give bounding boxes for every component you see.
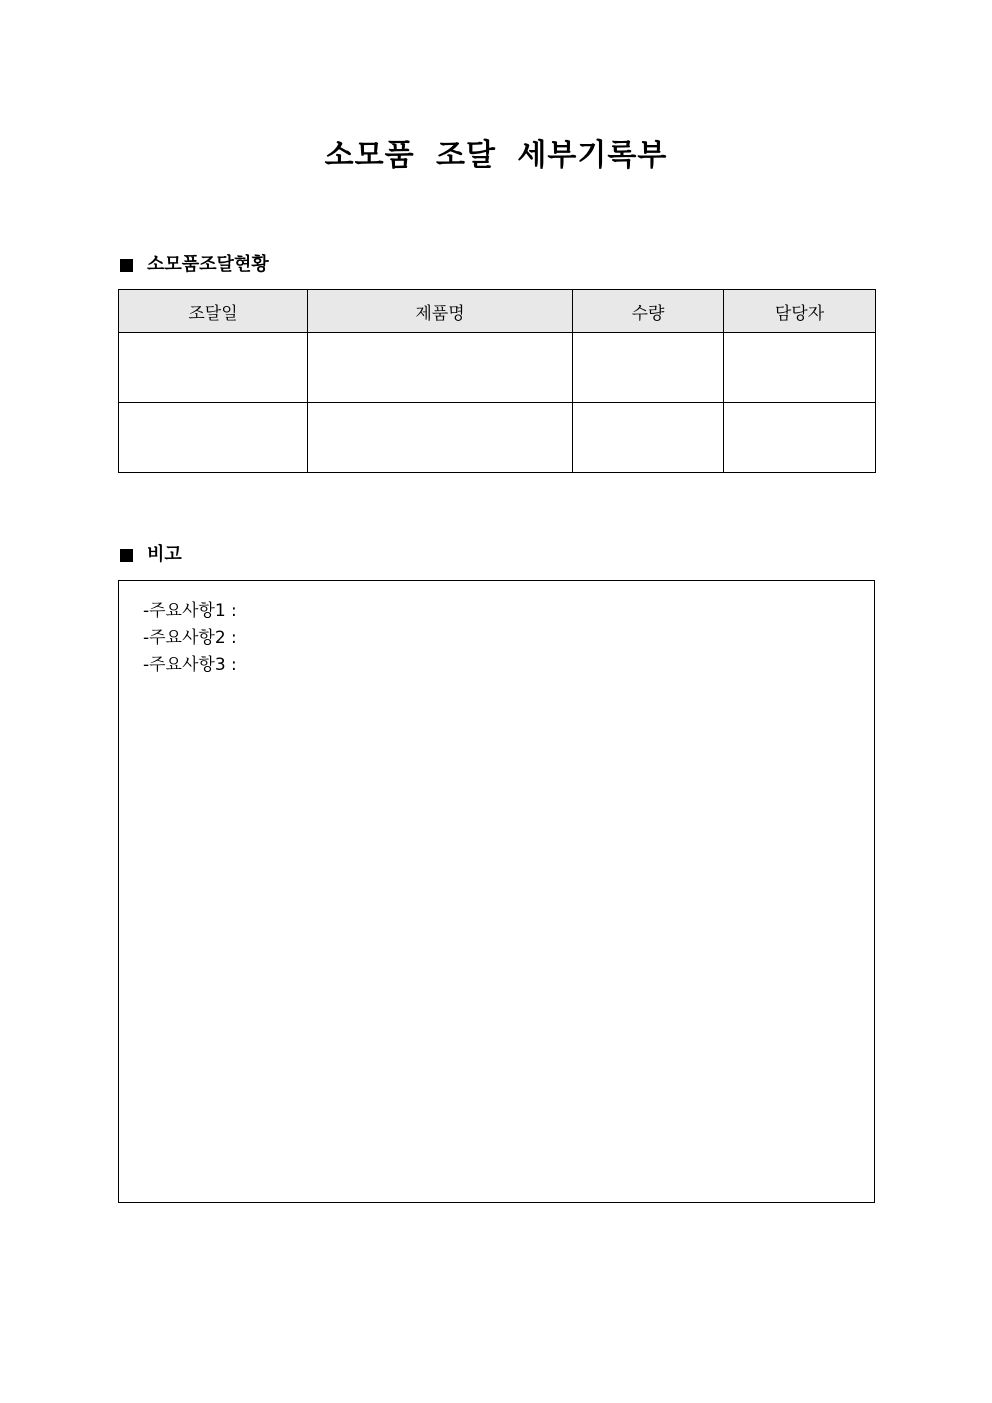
section-heading-label: 소모품조달현황 (147, 254, 269, 275)
cell-manager[interactable] (724, 403, 876, 473)
supply-status-table (118, 289, 876, 473)
cell-product[interactable] (308, 333, 573, 403)
section-heading-supply-status (118, 253, 269, 277)
notes-box[interactable] (118, 580, 875, 1203)
note-item: -주요사항3 : (143, 655, 237, 675)
square-bullet-icon (120, 549, 133, 562)
column-header-date: 조달일 (119, 290, 308, 333)
cell-manager[interactable] (724, 333, 876, 403)
notes-list (143, 598, 237, 679)
table-header-row (119, 290, 876, 333)
table-row (119, 333, 876, 403)
cell-date[interactable] (119, 403, 308, 473)
cell-date[interactable] (119, 333, 308, 403)
section-heading-label: 비고 (147, 544, 182, 565)
note-item: -주요사항1 : (143, 601, 237, 621)
document-title: 소모품 조달 세부기록부 (324, 138, 668, 173)
column-header-manager: 담당자 (724, 290, 876, 333)
section-heading-notes (118, 543, 182, 567)
column-header-product: 제품명 (308, 290, 573, 333)
table-row (119, 403, 876, 473)
column-header-quantity: 수량 (573, 290, 724, 333)
note-item: -주요사항2 : (143, 628, 237, 648)
cell-quantity[interactable] (573, 403, 724, 473)
cell-quantity[interactable] (573, 333, 724, 403)
square-bullet-icon (120, 259, 133, 272)
cell-product[interactable] (308, 403, 573, 473)
